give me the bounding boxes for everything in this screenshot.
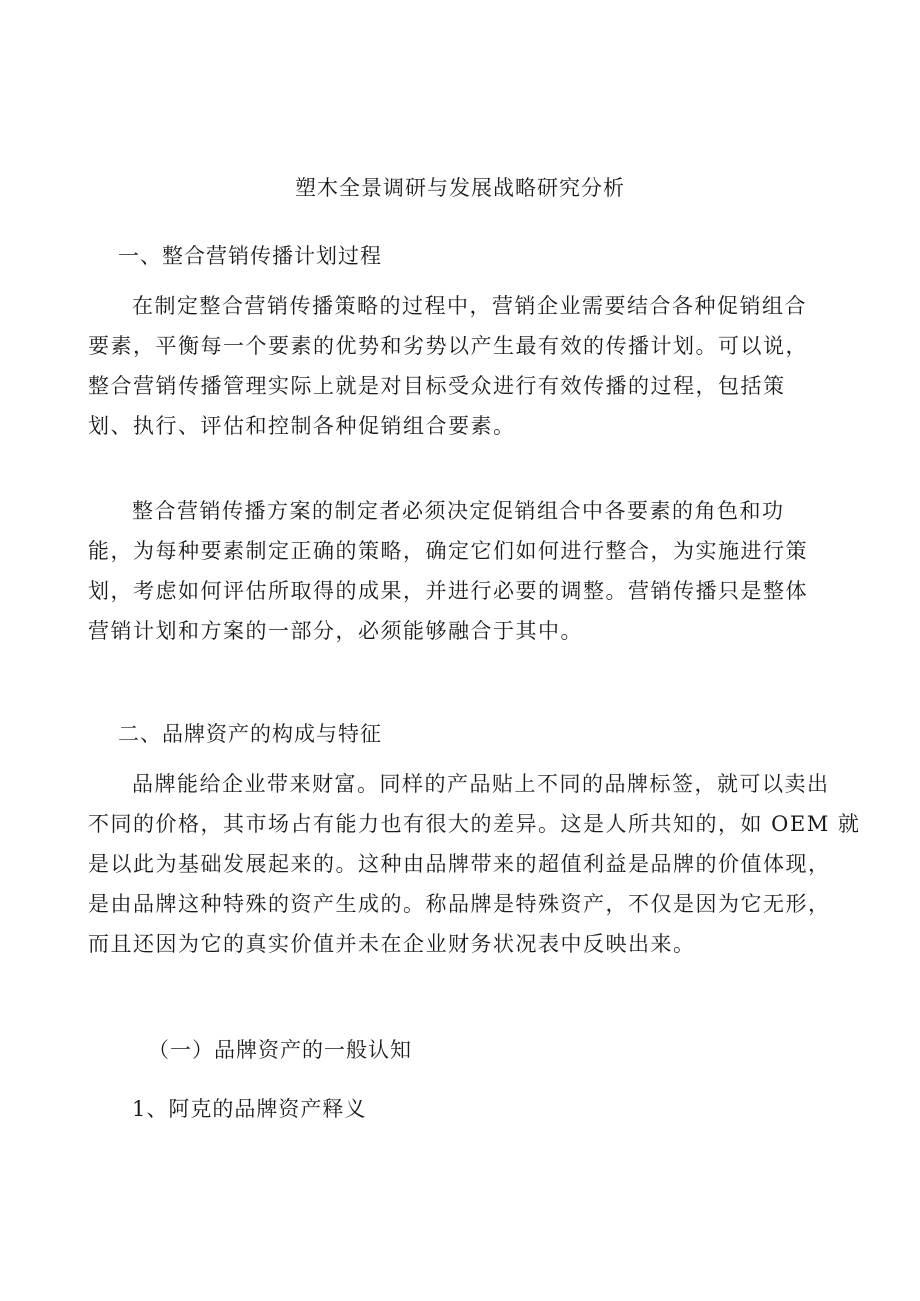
paragraph-line: 而且还因为它的真实价值并未在企业财务状况表中反映出来。	[88, 932, 696, 956]
paragraph-brand-assets	[88, 764, 861, 964]
paragraph-line: 是以此为基础发展起来的。这种由品牌带来的超值利益是品牌的价值体现，	[88, 852, 831, 876]
paragraph-line: 是由品牌这种特殊的资产生成的。称品牌是特殊资产，不仅是因为它无形，	[88, 892, 831, 916]
paragraph-line: 能，为每种要素制定正确的策略，确定它们如何进行整合，为实施进行策	[88, 539, 808, 563]
section-heading-2: 二、品牌资产的构成与特征	[118, 722, 382, 746]
paragraph-integrated-marketing-2	[88, 491, 858, 651]
document-title: 塑木全景调研与发展战略研究分析	[295, 176, 625, 200]
numbered-item-heading: 1、阿克的品牌资产释义	[132, 1097, 367, 1121]
paragraph-line: 划，考虑如何评估所取得的成果，并进行必要的调整。营销传播只是整体	[88, 579, 808, 603]
paragraph-line: 在制定整合营销传播策略的过程中，营销企业需要结合各种促销组合	[132, 294, 807, 318]
paragraph-line: 营销计划和方案的一部分，必须能够融合于其中。	[88, 619, 583, 643]
section-heading-1: 一、整合营销传播计划过程	[118, 244, 382, 268]
paragraph-line: 品牌能给企业带来财富。同样的产品贴上不同的品牌标签，就可以卖出	[132, 772, 830, 796]
paragraph-line: 不同的价格，其市场占有能力也有很大的差异。这是人所共知的，如 OEM 就	[88, 812, 861, 836]
paragraph-line: 要素，平衡每一个要素的优势和劣势以产生最有效的传播计划。可以说，	[88, 334, 808, 358]
subsection-heading: （一）品牌资产的一般认知	[148, 1038, 412, 1062]
paragraph-line: 划、执行、评估和控制各种促销组合要素。	[88, 414, 516, 438]
paragraph-line: 整合营销传播方案的制定者必须决定促销组合中各要素的角色和功	[132, 499, 785, 523]
paragraph-line: 整合营销传播管理实际上就是对目标受众进行有效传播的过程，包括策	[88, 374, 786, 398]
paragraph-integrated-marketing-1	[88, 286, 858, 446]
